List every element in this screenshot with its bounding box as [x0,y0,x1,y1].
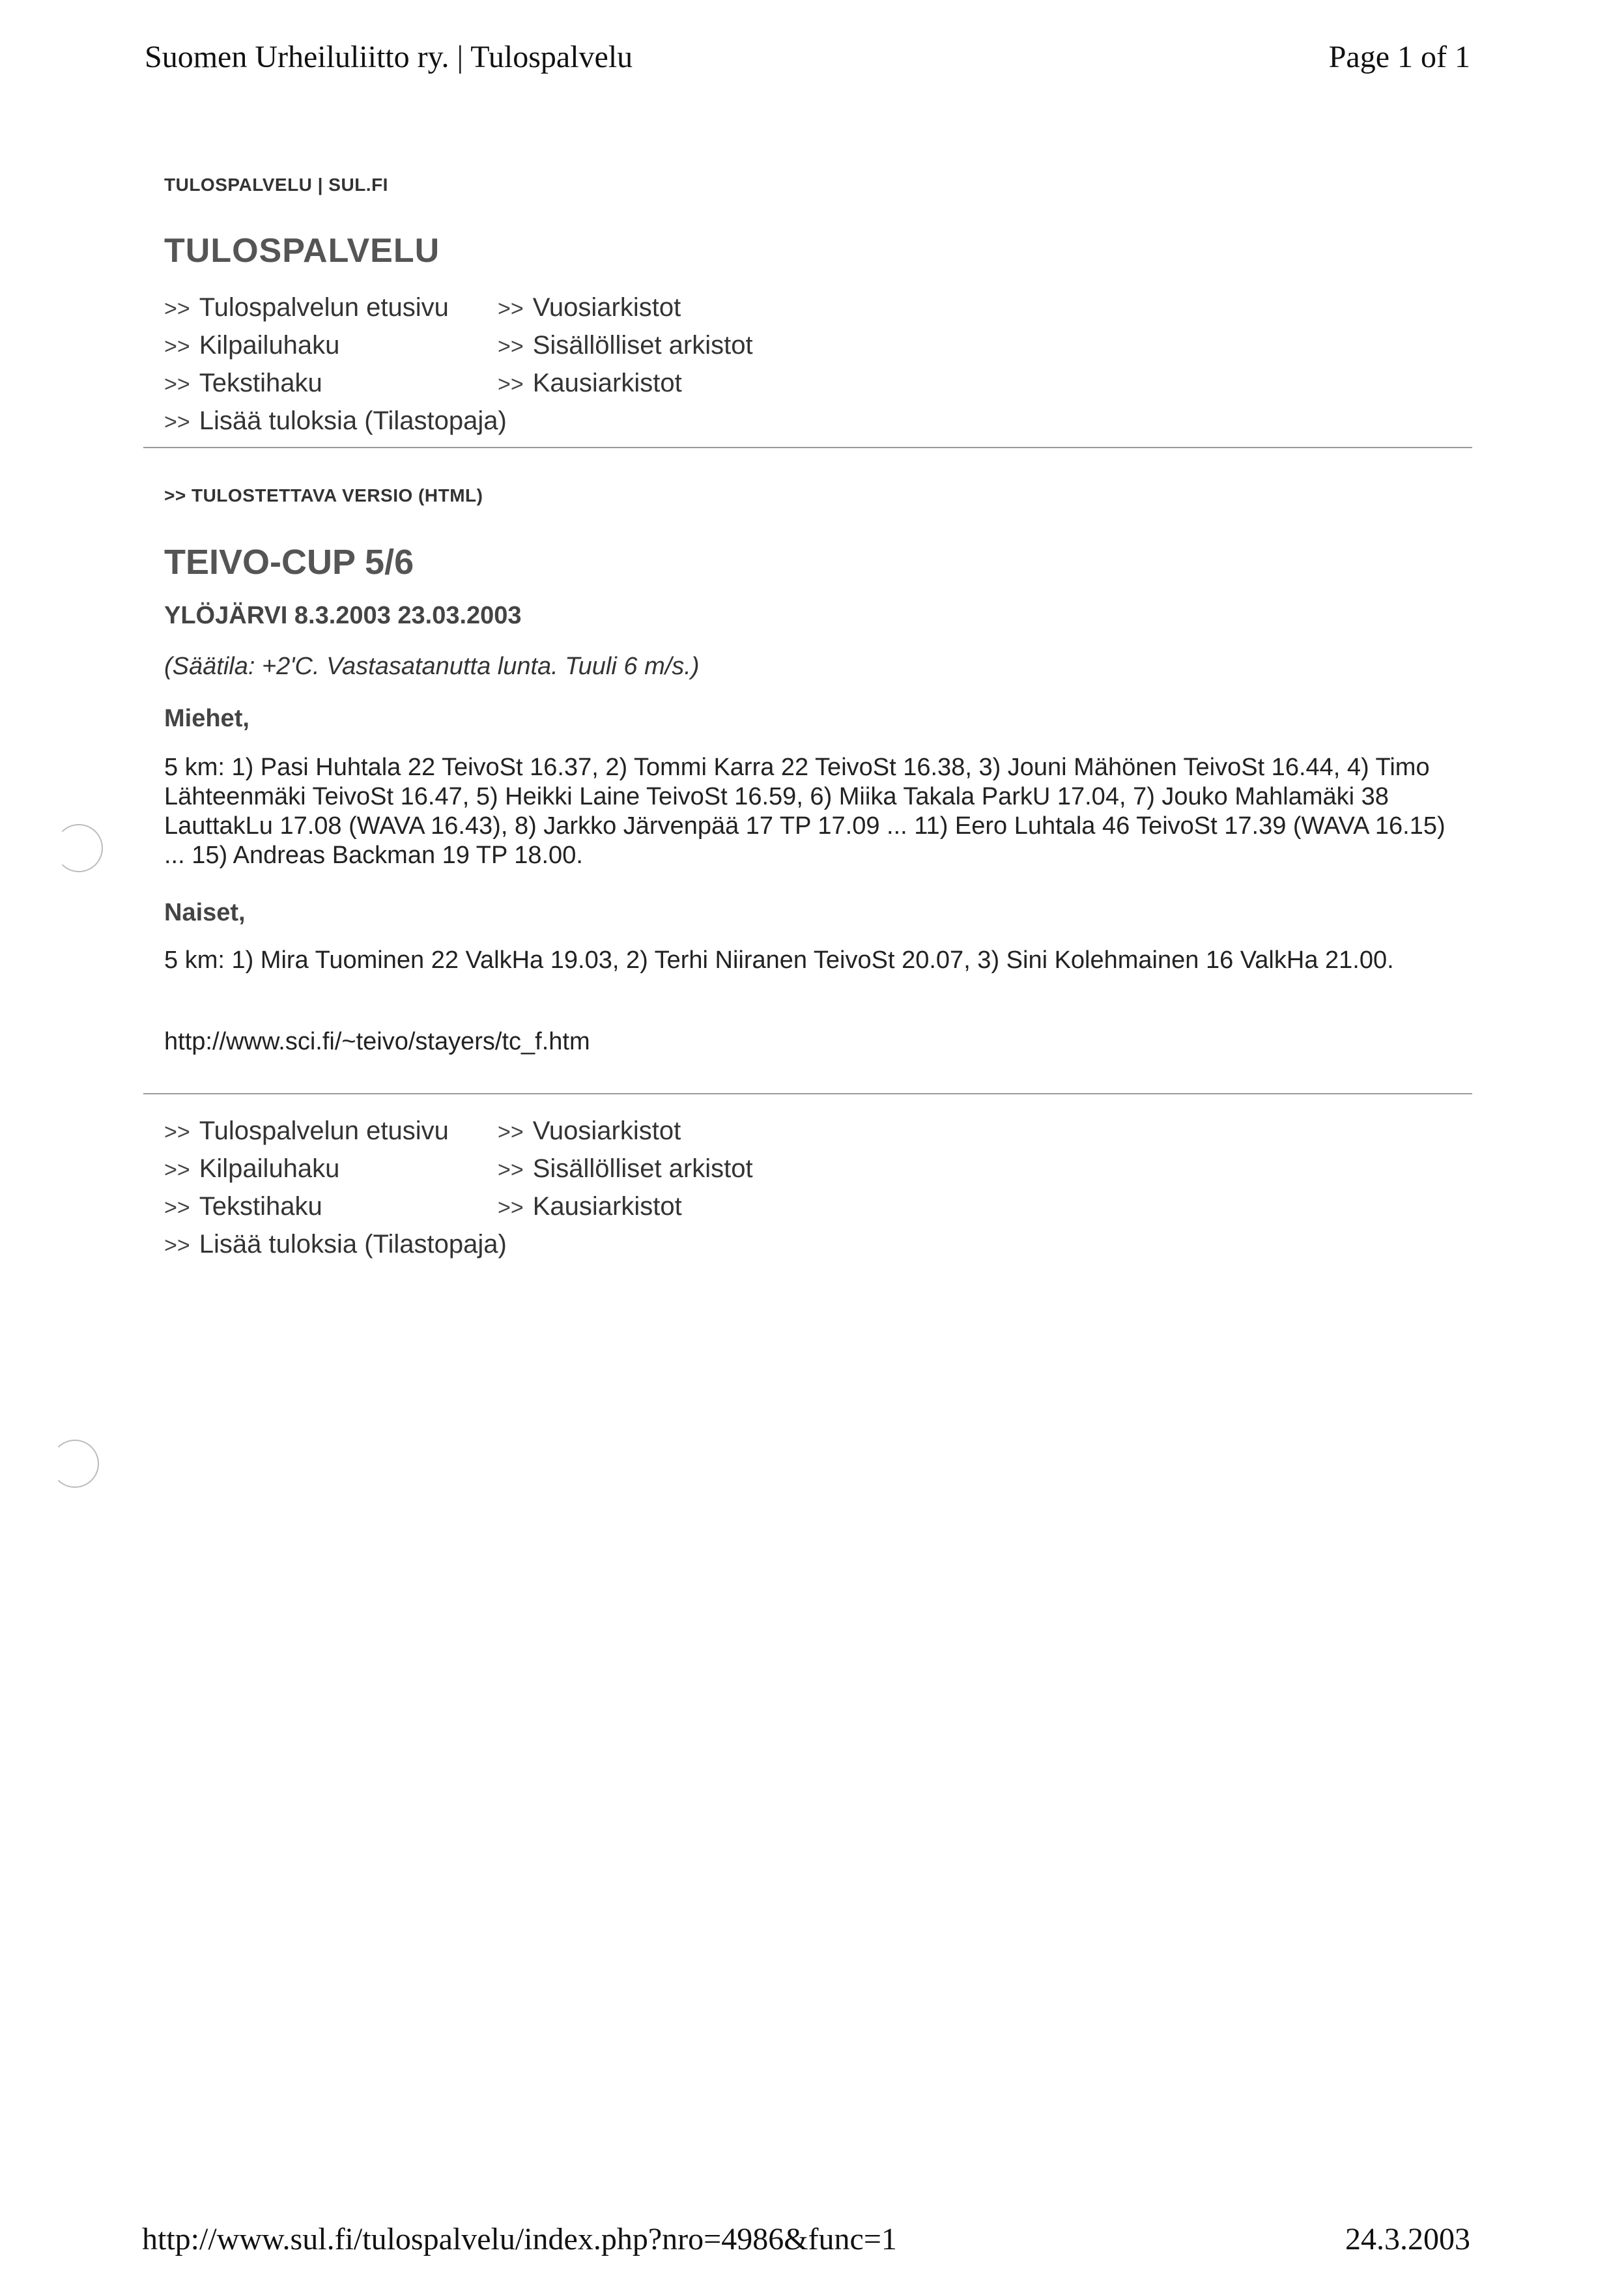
nav-link-kilpailuhaku[interactable] [164,1152,498,1188]
event-title: TEIVO-CUP 5/6 [164,543,414,582]
nav-arrow: >> [164,1195,190,1220]
nav-arrow: >> [498,372,524,397]
nav-arrow: >> [498,296,524,321]
print-footer-date: 24.3.2003 [1345,2222,1470,2256]
nav-label: Sisällölliset arkistot [532,1154,753,1183]
nav-arrow: >> [164,334,190,359]
bottom-nav [164,1114,1467,1263]
nav-link-etusivu[interactable] [164,291,498,326]
nav-label: Tulospalvelun etusivu [199,1117,449,1145]
nav-link-lisaa-tuloksia[interactable] [164,404,758,440]
punch-hole-mark [55,824,103,872]
print-header-title: Suomen Urheiluliitto ry. | Tulospalvelu [145,40,633,74]
nav-label: Tekstihaku [199,1192,322,1221]
nav-label: Lisää tuloksia (Tilastopaja) [199,406,507,435]
nav-label: Kilpailuhaku [199,1154,340,1183]
nav-link-kilpailuhaku[interactable] [164,328,498,364]
men-results: 5 km: 1) Pasi Huhtala 22 TeivoSt 16.37, 2) Tommi Karra 22 TeivoSt 16.38, 3) Jouni Mähönen TeivoSt 16.44, 4) Timo Lähteenmäki TeivoSt 16.47, 5) Heikki Laine TeivoSt 16.59, 6) Miika Takala ParkU 17.04, 7) Jouko Mahlamäki 38 LauttakLu 17.08 (WAVA 16.43), 8) Jarkko Järvenpää 17 TP 17.09 ... 11) Eero Luhtala 46 TeivoSt 17.39 (WAVA 16.15) ... 15) Andreas Backman 19 TP 18.00. [164,754,1446,869]
nav-link-kausiarkistot[interactable] [498,366,758,402]
print-footer-url: http://www.sul.fi/tulospalvelu/index.php?nro=4986&func=1 [142,2222,897,2256]
nav-link-vuosiarkistot[interactable] [498,291,758,326]
nav-label: Kilpailuhaku [199,331,340,360]
women-results: 5 km: 1) Mira Tuominen 22 ValkHa 19.03, 2) Terhi Niiranen TeivoSt 20.07, 3) Sini Kolehmainen 16 ValkHa 21.00. [164,946,1394,974]
nav-label: Vuosiarkistot [532,1117,681,1145]
page-number: Page 1 of 1 [1328,40,1470,74]
nav-link-vuosiarkistot[interactable] [498,1114,758,1150]
print-footer [142,2221,1470,2257]
event-weather: (Säätila: +2'C. Vastasatanutta lunta. Tuuli 6 m/s.) [164,653,700,680]
nav-link-tekstihaku[interactable] [164,1189,498,1225]
nav-arrow: >> [498,334,524,359]
site-title: TULOSPALVELU [164,232,440,270]
nav-link-kausiarkistot[interactable] [498,1189,758,1225]
event-location-date: YLÖJÄRVI 8.3.2003 23.03.2003 [164,602,522,629]
nav-arrow: >> [164,1120,190,1145]
nav-link-sisalloliset-arkistot[interactable] [498,328,758,364]
nav-link-lisaa-tuloksia[interactable] [164,1227,758,1263]
nav-label: Kausiarkistot [532,1192,682,1221]
punch-hole-mark [51,1440,99,1488]
print-header [145,39,1470,75]
nav-arrow: >> [498,1120,524,1145]
men-heading: Miehet, [164,705,249,732]
nav-link-tekstihaku[interactable] [164,366,498,402]
nav-label: Lisää tuloksia (Tilastopaja) [199,1230,507,1259]
nav-arrow: >> [498,1158,524,1182]
nav-arrow: >> [164,1233,190,1258]
divider [143,1093,1472,1094]
nav-arrow: >> [164,410,190,434]
nav-arrow: >> [164,296,190,321]
nav-label: Sisällölliset arkistot [532,331,753,360]
nav-arrow: >> [498,1195,524,1220]
nav-label: Tulospalvelun etusivu [199,293,449,322]
print-version-link[interactable]: >> TULOSTETTAVA VERSIO (HTML) [164,485,483,505]
site-label[interactable]: TULOSPALVELU | SUL.FI [164,175,388,195]
nav-label: Tekstihaku [199,369,322,397]
nav-label: Vuosiarkistot [532,293,681,322]
nav-link-etusivu[interactable] [164,1114,498,1150]
nav-link-sisalloliset-arkistot[interactable] [498,1152,758,1188]
source-link[interactable]: http://www.sci.fi/~teivo/stayers/tc_f.htm [164,1028,590,1055]
top-nav [164,291,1467,440]
nav-label: Kausiarkistot [532,369,682,397]
nav-arrow: >> [164,1158,190,1182]
nav-arrow: >> [164,372,190,397]
women-heading: Naiset, [164,899,246,926]
divider [143,447,1472,448]
